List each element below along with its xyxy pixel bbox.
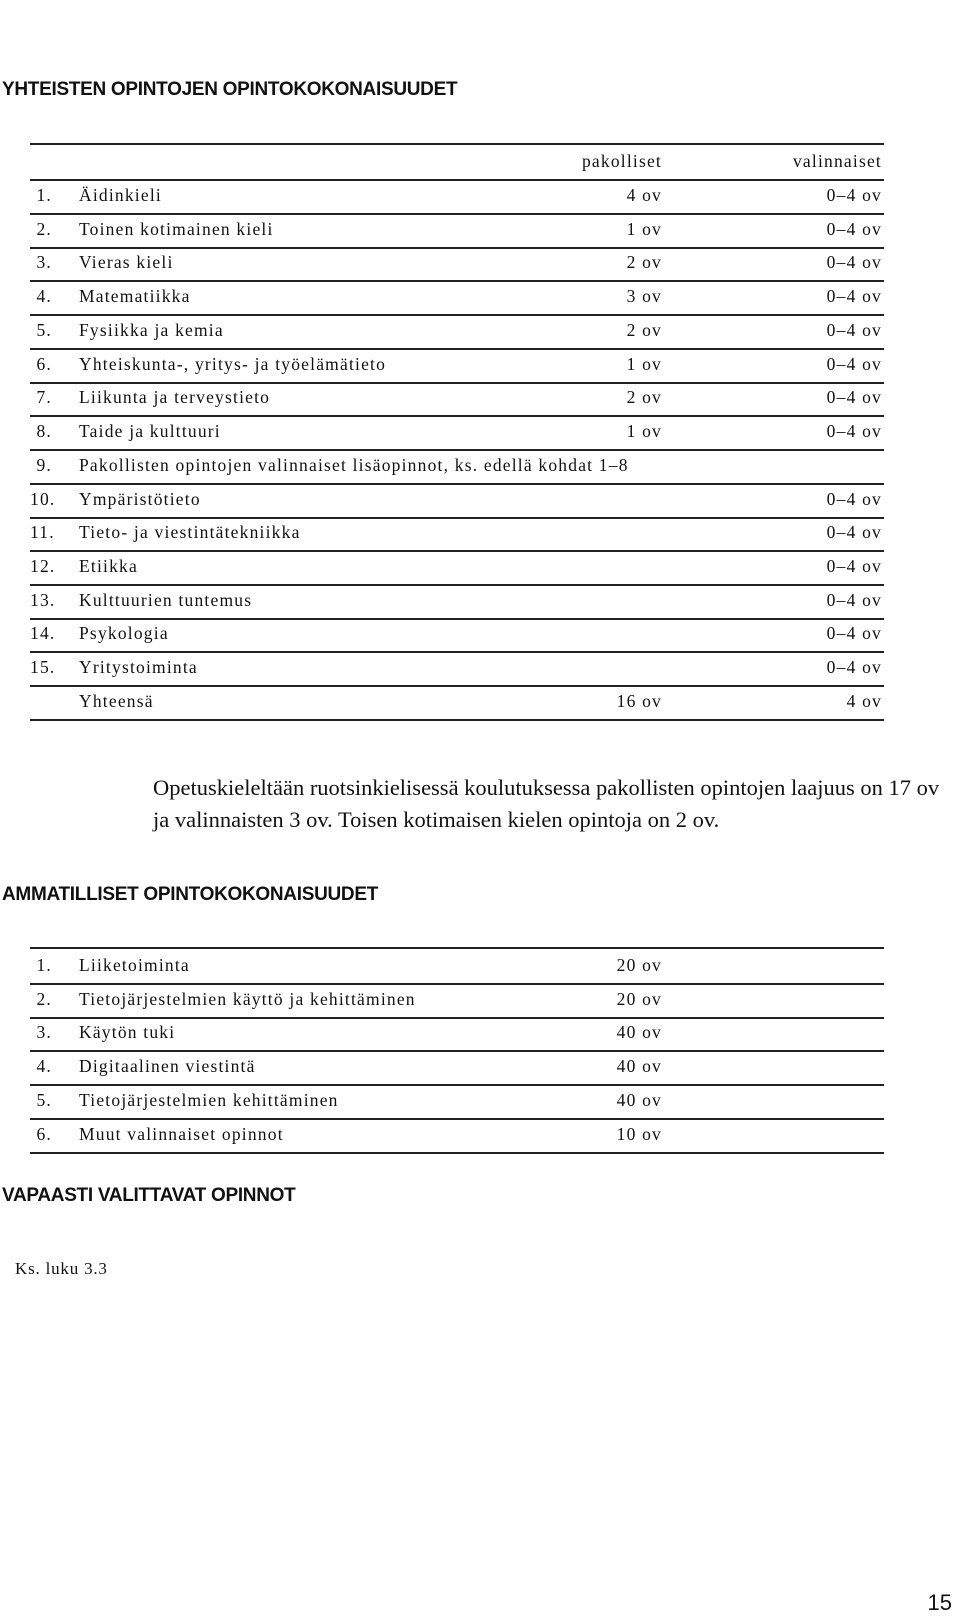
row-name: Tietojärjestelmien kehittäminen: [79, 1089, 339, 1110]
row-name: Psykologia: [79, 623, 169, 644]
row-name: Liiketoiminta: [79, 955, 190, 975]
page-number: 15: [927, 1590, 952, 1615]
row-valinnaiset: 0–4 ov: [826, 556, 882, 577]
table-row: [30, 983, 884, 1019]
table-row: [30, 314, 884, 350]
table-row: [30, 617, 884, 653]
row-number: 6.: [36, 353, 52, 374]
row-name: Vieras kieli: [79, 252, 174, 273]
row-number: 3.: [36, 252, 52, 273]
section-heading-yhteiset: YHTEISTEN OPINTOJEN OPINTOKOKONAISUUDET: [2, 79, 458, 100]
row-number: 4.: [36, 1056, 52, 1077]
row-pakolliset: 1 ov: [626, 353, 662, 374]
row-name: Matematiikka: [79, 286, 191, 307]
table-header-row: [30, 145, 884, 181]
row-valinnaiset: 0–4 ov: [826, 421, 882, 442]
row-pakolliset: 1 ov: [626, 218, 662, 239]
row-valinnaiset: 0–4 ov: [826, 218, 882, 239]
row-name: Taide ja kulttuuri: [79, 421, 221, 442]
row-name: Kulttuurien tuntemus: [79, 589, 253, 610]
row-ov: 40 ov: [616, 1022, 662, 1043]
row-number: 7.: [36, 387, 52, 408]
row-valinnaiset: 0–4 ov: [826, 286, 882, 307]
table-row: [30, 348, 884, 384]
table-row: [30, 1118, 884, 1154]
row-valinnaiset: 0–4 ov: [826, 623, 882, 644]
row-name: Toinen kotimainen kieli: [79, 218, 274, 239]
row-valinnaiset: 0–4 ov: [826, 589, 882, 610]
row-pakolliset: 1 ov: [626, 421, 662, 442]
table-row: [30, 280, 884, 316]
row-valinnaiset: 0–4 ov: [826, 488, 882, 509]
column-header-valinnaiset: valinnaiset: [792, 151, 882, 171]
total-label: Yhteensä: [79, 691, 154, 711]
row-name: Etiikka: [79, 556, 138, 577]
row-name: Käytön tuki: [79, 1022, 176, 1043]
row-number: 1.: [36, 955, 52, 975]
table-row: [30, 179, 884, 215]
row-number: 2.: [36, 988, 52, 1009]
row-number: 6.: [36, 1123, 52, 1144]
row-number: 14.: [30, 623, 56, 644]
row-number: 13.: [30, 589, 56, 610]
section-heading-vapaasti: VAPAASTI VALITTAVAT OPINNOT: [2, 1185, 296, 1206]
row-number: 5.: [36, 1089, 52, 1110]
row-name: Tieto- ja viestintätekniikka: [79, 522, 301, 543]
row-name: Liikunta ja terveystieto: [79, 387, 271, 408]
row-name: Fysiikka ja kemia: [79, 319, 224, 340]
row-pakolliset: 4 ov: [626, 185, 662, 205]
row-valinnaiset: 0–4 ov: [826, 252, 882, 273]
row-number: 10.: [30, 488, 56, 509]
total-valinnaiset: 4 ov: [846, 691, 882, 711]
row-number: 1.: [36, 185, 52, 205]
row-ov: 20 ov: [616, 955, 662, 975]
table-row: [30, 949, 884, 985]
row-pakolliset: 2 ov: [626, 252, 662, 273]
row-pakolliset: 3 ov: [626, 286, 662, 307]
row-number: 11.: [30, 522, 55, 543]
table-row: [30, 381, 884, 417]
table-row: [30, 415, 884, 451]
section-heading-ammatilliset: AMMATILLISET OPINTOKOKONAISUUDET: [2, 884, 379, 905]
row-ov: 20 ov: [616, 988, 662, 1009]
table-row: [30, 550, 884, 586]
table-row: [30, 584, 884, 620]
row-valinnaiset: 0–4 ov: [826, 353, 882, 374]
row-number: 4.: [36, 286, 52, 307]
table-row: [30, 483, 884, 519]
row-valinnaiset: 0–4 ov: [826, 319, 882, 340]
row-pakolliset: 2 ov: [626, 387, 662, 408]
row-name: Yritystoiminta: [79, 657, 198, 678]
table-row: [30, 1016, 884, 1052]
row-number: 12.: [30, 556, 56, 577]
table-row: [30, 651, 884, 687]
total-pakolliset: 16 ov: [616, 691, 662, 711]
row-number: 5.: [36, 319, 52, 340]
table-total-row: [30, 685, 884, 721]
row-name: Ympäristötieto: [79, 488, 201, 509]
row-ov: 40 ov: [616, 1056, 662, 1077]
row-name: Digitaalinen viestintä: [79, 1056, 256, 1077]
row-number: 2.: [36, 218, 52, 239]
row-valinnaiset: 0–4 ov: [826, 522, 882, 543]
column-header-pakolliset: pakolliset: [581, 151, 662, 171]
table-row: [30, 246, 884, 282]
row-ov: 10 ov: [616, 1123, 662, 1144]
row-valinnaiset: 0–4 ov: [826, 387, 882, 408]
row-name: Tietojärjestelmien käyttö ja kehittäminen: [79, 988, 416, 1009]
table-row: [30, 516, 884, 552]
table-row: [30, 1084, 884, 1120]
row-name: Äidinkieli: [79, 185, 162, 205]
row-number: 8.: [36, 421, 52, 442]
row-number: 9.: [36, 454, 52, 475]
row-valinnaiset: 0–4 ov: [826, 657, 882, 678]
row-name: Yhteiskunta-, yritys- ja työelämätieto: [79, 353, 387, 374]
table-row: [30, 449, 884, 485]
table-row: [30, 1050, 884, 1086]
note-paragraph: Opetuskieleltään ruotsinkielisessä koulutuksessa pakollisten opintojen laajuus on 17 ov ja valinnaisten 3 ov. Toisen kotimaisen kielen opintoja on 2 ov.: [153, 775, 940, 832]
row-pakolliset: 2 ov: [626, 319, 662, 340]
reference-text: Ks. luku 3.3: [15, 1259, 108, 1278]
row-name: Pakollisten opintojen valinnaiset lisäopinnot, ks. edellä kohdat 1–8: [79, 454, 629, 475]
row-number: 15.: [30, 657, 56, 678]
row-number: 3.: [36, 1022, 52, 1043]
row-valinnaiset: 0–4 ov: [826, 185, 882, 205]
row-ov: 40 ov: [616, 1089, 662, 1110]
table-row: [30, 213, 884, 249]
row-name: Muut valinnaiset opinnot: [79, 1123, 284, 1144]
